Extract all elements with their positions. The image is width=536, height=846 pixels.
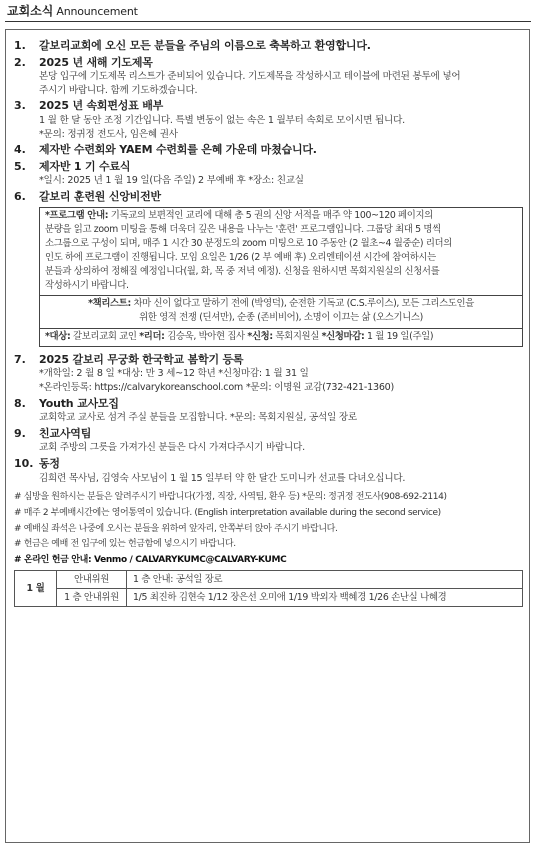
item-number: 2. xyxy=(14,55,26,69)
item-title: 2025 년 새해 기도제목 xyxy=(39,55,153,69)
table-row xyxy=(15,589,523,607)
program-meta xyxy=(40,328,522,346)
schedule-value: 1/5 최진하 김현숙 1/12 장은선 오미애 1/19 박외자 백혜경 1/26 손난실 나혜경 xyxy=(127,589,523,607)
item-number: 7. xyxy=(14,352,26,366)
announcement-item xyxy=(14,142,524,158)
program-target-value: 갈보리교회 교인 xyxy=(70,330,140,342)
header-title-ko: 교회소식 xyxy=(7,4,54,18)
item-title: 친교사역팀 xyxy=(39,426,92,440)
header-divider xyxy=(5,21,531,22)
item-line: *일시: 2025 년 1 월 19 일(다음 주일) 2 부예배 후 *장소: 친교실 xyxy=(39,175,304,187)
item-body xyxy=(39,352,524,395)
header xyxy=(7,3,529,23)
item-line: *온라인등록: https://calvarykoreanschool.com *문의: 이명원 교감(732-421-1360) xyxy=(39,381,395,393)
program-intro xyxy=(40,208,522,296)
announcement-item xyxy=(14,456,524,485)
item-number: 3. xyxy=(14,99,26,113)
program-apply-value: 목회지원실 xyxy=(272,330,322,342)
announcement-item xyxy=(14,396,524,425)
schedule-role: 안내위원 xyxy=(57,571,127,589)
item-number: 1. xyxy=(14,39,26,52)
item-title: 제자반 수련회와 YAEM 수련회를 은혜 가운데 마쳤습니다. xyxy=(39,143,317,157)
program-intro-line xyxy=(45,209,517,223)
program-info-box xyxy=(39,207,523,347)
item-number: 5. xyxy=(14,159,26,173)
item-line: 1 월 한 달 동안 조정 기간입니다. 특별 변동이 없는 속은 1 월부터 속회로 모이시면 됩니다. xyxy=(39,115,405,127)
program-books-line xyxy=(45,311,517,325)
announcement-item xyxy=(14,426,524,455)
announcement-item xyxy=(14,55,524,98)
program-intro-line xyxy=(45,265,517,279)
program-intro-line xyxy=(45,279,517,293)
program-intro-line xyxy=(45,237,517,251)
item-body xyxy=(39,159,524,188)
item-title: Youth 교사모집 xyxy=(39,396,119,410)
announcement-item xyxy=(14,159,524,188)
schedule-role: 1 층 안내위원 xyxy=(57,589,127,607)
item-number: 4. xyxy=(14,143,26,157)
program-intro-line xyxy=(45,251,517,265)
item-number: 10. xyxy=(14,456,34,470)
notes-section xyxy=(14,491,524,567)
announcement-item xyxy=(14,352,524,395)
program-deadline-value: 1 월 19 일(주일) xyxy=(364,330,434,342)
program-deadline-label: *신청마감: xyxy=(321,330,365,342)
item-title: 갈보리 훈련원 신앙비전반 xyxy=(39,190,161,204)
item-number: 8. xyxy=(14,396,26,410)
item-title: 갈보리교회에 오신 모든 분들을 주님의 이름으로 축복하고 환영합니다. xyxy=(39,39,371,52)
item-line: *개학일: 2 월 8 일 *대상: 만 3 세~12 학년 *신청마감: 1 월 31 일 xyxy=(39,368,309,380)
program-books-line xyxy=(45,297,517,311)
announcement-list xyxy=(14,38,524,485)
program-intro-line xyxy=(45,223,517,237)
table-row xyxy=(15,571,523,589)
item-line: 본당 입구에 기도제목 리스트가 준비되어 있습니다. 기도제목을 작성하시고 테이블에 마련된 봉투에 넣어 xyxy=(39,71,461,83)
item-line: 김희련 목사님, 김영숙 사모님이 1 월 15 일부터 약 한 달간 도미니카 선교를 다녀오십니다. xyxy=(39,472,406,484)
header-title-en: Announcement xyxy=(56,5,138,18)
schedule-value: 1 층 안내: 공석일 장로 xyxy=(127,571,523,589)
announcement-item xyxy=(14,189,524,351)
item-line: *문의: 정귀정 전도사, 임은혜 권사 xyxy=(39,128,178,140)
program-intro-text: 기독교의 보편적인 교리에 대해 총 5 권의 신앙 서적을 매주 약 100~120 페이지의 xyxy=(108,209,433,221)
item-title: 제자반 1 기 수료식 xyxy=(39,159,131,173)
program-meta-line xyxy=(45,330,517,344)
item-number: 9. xyxy=(14,426,26,440)
item-title: 동정 xyxy=(39,456,60,470)
schedule-month: 1 월 xyxy=(15,571,57,607)
program-intro-label: *프로그램 안내: xyxy=(45,209,109,221)
note-online-giving: # 온라인 헌금 안내: Venmo / CALVARYKUMC@CALVARY-KUMC xyxy=(14,555,287,566)
item-body xyxy=(39,142,524,158)
item-body xyxy=(39,456,524,485)
program-books-text: 위한 영적 전쟁 (딘셔만), 순종 (존비비어), 소명이 이끄는 삶 (오스기니스) xyxy=(139,312,423,324)
program-intro-text: 인도 하에 프로그램이 진행됩니다. 모임 요일은 1/26 (2 부 예배 후) 오리엔테이션 시간에 참여하시는 xyxy=(45,252,436,264)
announcement-content xyxy=(14,38,524,607)
program-intro-text: 작성하시기 바랍니다. xyxy=(45,280,129,292)
program-books-label: *책리스트: xyxy=(88,298,131,310)
program-apply-label: *신청: xyxy=(247,330,273,342)
program-leader-label: *리더: xyxy=(139,330,165,342)
program-books xyxy=(40,295,522,327)
item-body xyxy=(39,98,524,141)
item-body xyxy=(39,38,524,54)
announcement-item xyxy=(14,98,524,141)
note-seating: # 예배실 좌석은 나중에 오시는 분들을 위하여 앞자리, 안쪽부터 앉아 주시기 바랍니다. xyxy=(14,523,338,534)
program-books-text: 차마 신이 없다고 말하기 전에 (박영덕), 순전한 기독교 (C.S.루이스), 모든 그리스도인을 xyxy=(130,298,474,310)
announcement-item xyxy=(14,38,524,54)
usher-schedule-table xyxy=(14,570,523,607)
program-leader-value: 김승욱, 박아현 집사 xyxy=(164,330,248,342)
item-title: 2025 년 속회편성표 배부 xyxy=(39,99,164,113)
item-line: 교회학교 교사로 섬겨 주실 분들을 모집합니다. *문의: 목회지원실, 공석일 장로 xyxy=(39,412,357,424)
program-intro-text: 분량을 읽고 zoom 미팅을 통해 더욱더 깊은 내용을 나누는 '훈련' 프로그램입니다. 그룹당 최대 5 명씩 xyxy=(45,223,441,235)
note-offering: # 헌금은 예배 전 입구에 있는 헌금함에 넣으시기 바랍니다. xyxy=(14,539,236,550)
note-visitation: # 심방을 원하시는 분들은 알려주시기 바랍니다(가정, 직장, 사역팀, 환우 등) *문의: 정귀정 전도사(908-692-2114) xyxy=(14,492,447,503)
item-body xyxy=(39,396,524,425)
item-line: 교회 주방의 그릇을 가져가신 분들은 다시 가져다주시기 바랍니다. xyxy=(39,442,305,454)
item-line: 주시기 바랍니다. 함께 기도하겠습니다. xyxy=(39,84,198,96)
program-intro-text: 분들과 상의하여 정해질 예정입니다(월, 화, 목 중 저녁 예정). 신청을 원하시면 목회지원실의 신청서를 xyxy=(45,266,440,278)
item-body xyxy=(39,189,524,351)
item-body xyxy=(39,55,524,98)
item-title: 2025 갈보리 무궁화 한국학교 봄학기 등록 xyxy=(39,352,244,366)
item-body xyxy=(39,426,524,455)
item-number: 6. xyxy=(14,190,26,204)
note-interpretation: # 매주 2 부예배시간에는 영어통역이 있습니다. (English interpretation available during the second service) xyxy=(14,507,441,518)
program-intro-text: 소그룹으로 구성이 되며, 매주 1 시간 30 분정도의 zoom 미팅으로 10 주동안 (2 월초~4 월중순) 리더의 xyxy=(45,237,452,249)
program-target-label: *대상: xyxy=(45,330,71,342)
